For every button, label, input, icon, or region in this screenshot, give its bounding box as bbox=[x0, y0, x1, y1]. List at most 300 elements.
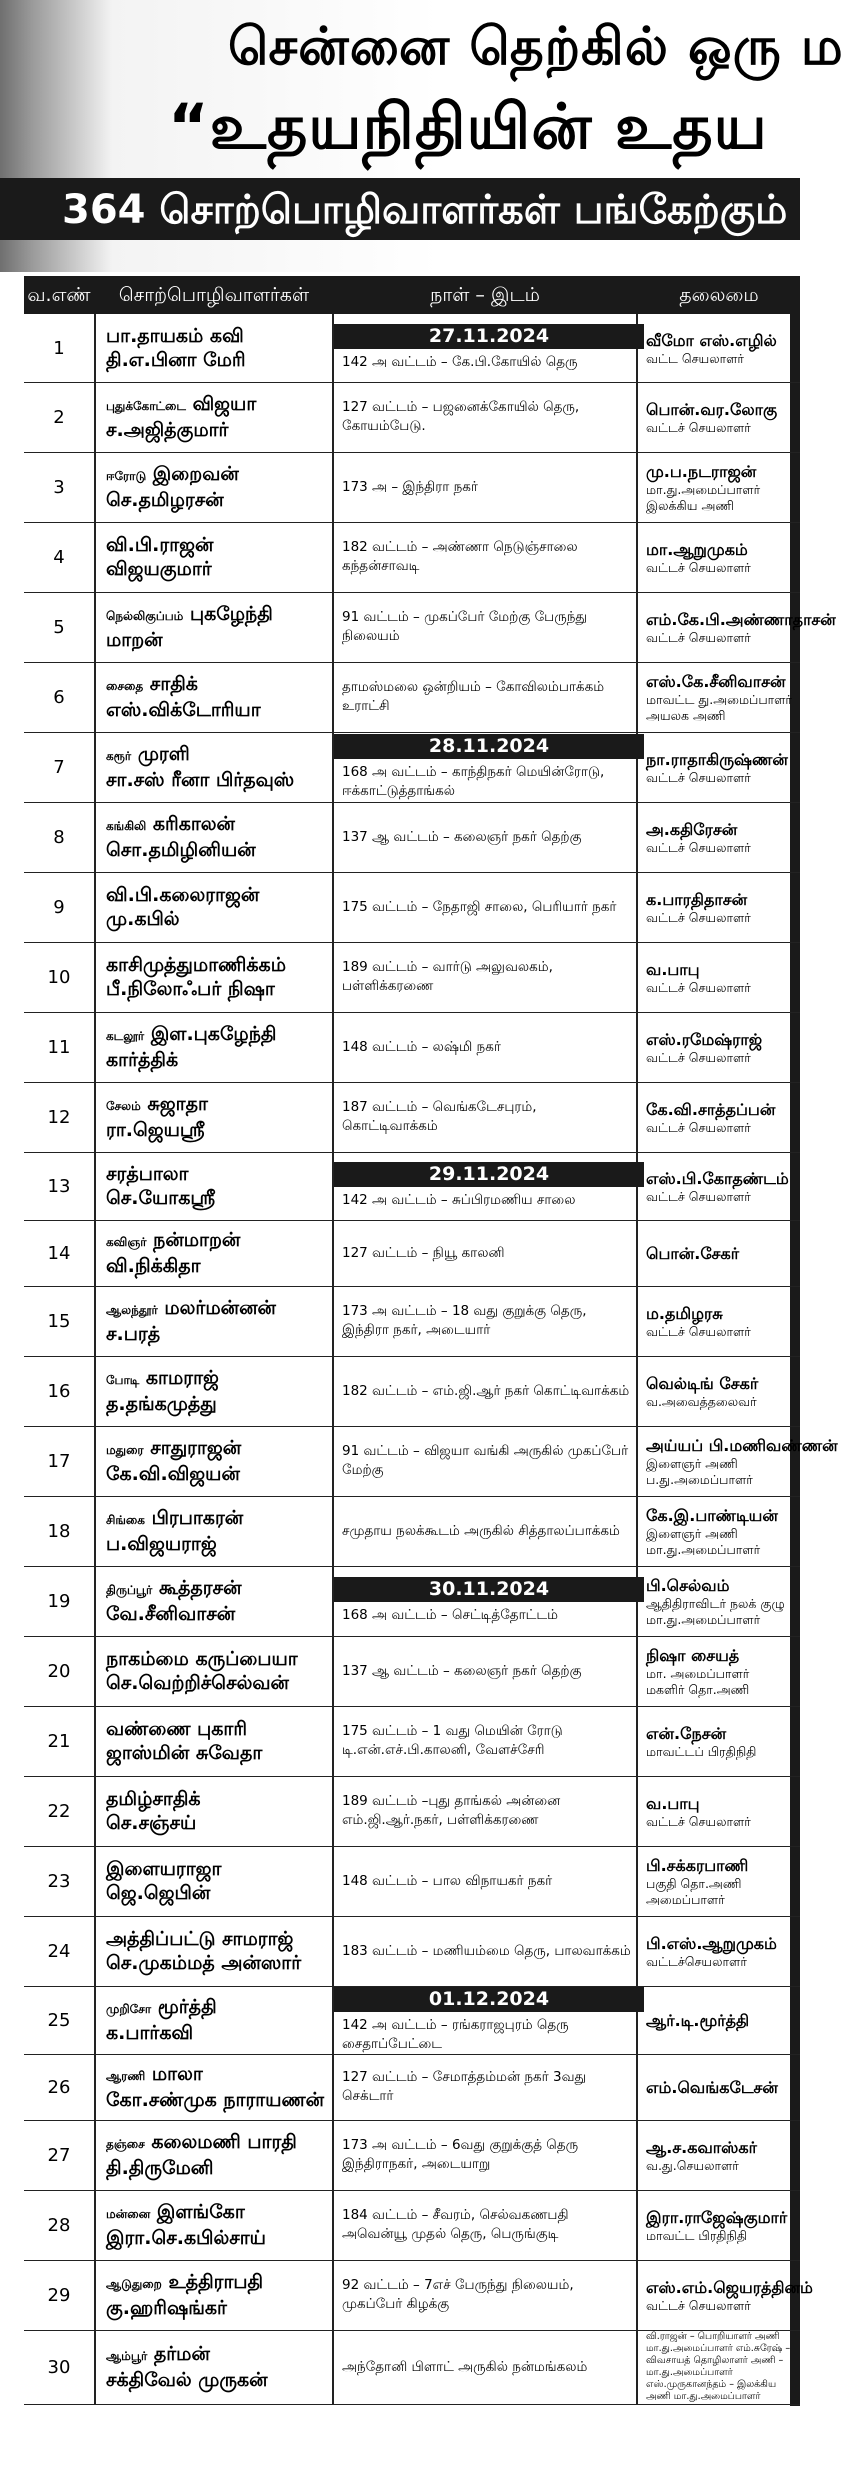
serial-number: 20 bbox=[47, 1660, 71, 1682]
presiding-cell bbox=[638, 2054, 800, 2120]
header-line-2: “உதயநிதியின் உதய bbox=[168, 90, 768, 163]
date-venue-cell bbox=[334, 1220, 636, 1286]
serial-number: 6 bbox=[53, 686, 65, 708]
date-venue-cell bbox=[334, 452, 636, 522]
date-venue-cell bbox=[334, 1152, 636, 1220]
speaker-line-2: வே.சீனிவாசன் bbox=[106, 1603, 236, 1625]
table-row bbox=[24, 1220, 800, 1287]
speaker-name: சரத்பாலா bbox=[106, 1163, 189, 1185]
presiding-name: எஸ்.பி.கோதண்டம் bbox=[646, 1168, 789, 1188]
date-venue-cell bbox=[334, 314, 636, 382]
presiding-cell bbox=[638, 1566, 800, 1636]
presiding-cell bbox=[638, 1986, 800, 2054]
speaker-name: பா.தாயகம் கவி bbox=[106, 325, 244, 347]
venue: 189 வட்டம் – வார்டு அலுவலகம், பள்ளிக்கரணை bbox=[342, 959, 553, 994]
presiding-name: எஸ்.எம்.ஜெயரத்தினம் bbox=[646, 2277, 813, 2297]
presiding-cell bbox=[638, 662, 800, 732]
speakers-cell bbox=[96, 1012, 332, 1082]
header-line-1: சென்னை தெற்கில் ஒரு ம bbox=[228, 17, 844, 77]
speakers-cell bbox=[96, 942, 332, 1012]
presiding-name: பொன்.வர.லோகு bbox=[646, 399, 778, 419]
table-row bbox=[24, 522, 800, 593]
presiding-name: வெல்டிங் சேகர் bbox=[646, 1373, 759, 1393]
presiding-cell bbox=[638, 1846, 800, 1916]
presiding-cell bbox=[638, 872, 800, 942]
table-row bbox=[24, 1916, 800, 1987]
presiding-cell bbox=[638, 382, 800, 452]
presiding-cell bbox=[638, 1220, 800, 1286]
speaker-name: சாதுராஜன் bbox=[150, 1437, 242, 1459]
serial-number: 14 bbox=[47, 1242, 71, 1264]
speaker-name: தமிழ்சாதிக் bbox=[106, 1788, 201, 1810]
speaker-line-1 bbox=[106, 533, 332, 557]
table-row bbox=[24, 452, 800, 523]
speaker-line-1 bbox=[106, 1162, 332, 1186]
speaker-prefix: ஆடுதுறை bbox=[106, 2277, 162, 2291]
speaker-line-2: சக்திவேல் முருகன் bbox=[106, 2369, 268, 2391]
speaker-name: இறைவன் bbox=[152, 463, 239, 485]
speaker-line-1 bbox=[106, 2270, 332, 2296]
speakers-cell bbox=[96, 2190, 332, 2260]
date-venue-cell bbox=[334, 1846, 636, 1916]
presiding-role: வட்டச் செயலாளர் bbox=[646, 1813, 751, 1829]
presiding-name: ஆர்.டி.மூர்த்தி bbox=[646, 2010, 750, 2030]
speaker-prefix: மன்னை bbox=[106, 2207, 151, 2221]
speaker-prefix: கவிஞர் bbox=[106, 1235, 147, 1249]
speakers-cell bbox=[96, 1082, 332, 1152]
presiding-cell bbox=[638, 452, 800, 522]
speaker-prefix: புதுக்கோட்டை bbox=[106, 399, 186, 413]
speaker-line-2: ச.பரத் bbox=[106, 1323, 161, 1345]
presiding-cell bbox=[638, 1286, 800, 1356]
table-row bbox=[24, 2054, 800, 2121]
presiding-cell bbox=[638, 1636, 800, 1706]
serial-number: 17 bbox=[47, 1450, 71, 1472]
presiding-name: நிஷா சையத் bbox=[646, 1645, 740, 1665]
table-row bbox=[24, 2330, 800, 2405]
speaker-line-1 bbox=[106, 1366, 332, 1392]
speaker-line-2: கோ.சண்முக நாராயணன் bbox=[106, 2089, 325, 2111]
speaker-name: வி.பி.கலைராஜன் bbox=[106, 884, 260, 906]
date-venue-cell bbox=[334, 802, 636, 872]
venue: 189 வட்டம் –புது தாங்கல் அன்னை எம்.ஜி.ஆர்.நகர், பள்ளிக்கரணை bbox=[342, 1793, 561, 1828]
presiding-extra: மா.து.அமைப்பாளர் bbox=[646, 1541, 761, 1557]
table-row bbox=[24, 1012, 800, 1083]
speaker-name: தர்மன் bbox=[153, 2343, 210, 2365]
presiding-role: மாவட்ட பிரதிநிதி bbox=[646, 2227, 748, 2243]
presiding-name: எம்.கே.பி.அண்ணாதாசன் bbox=[646, 609, 836, 629]
speaker-line-1 bbox=[106, 1717, 332, 1741]
presiding-name: க.பாரதிதாசன் bbox=[646, 889, 748, 909]
speaker-line-1 bbox=[106, 1436, 332, 1462]
date-venue-cell bbox=[334, 1356, 636, 1426]
serial-number: 19 bbox=[47, 1590, 71, 1612]
date-venue-cell bbox=[334, 1082, 636, 1152]
speaker-name: மூர்த்தி bbox=[157, 1996, 217, 2018]
speaker-prefix: சேலம் bbox=[106, 1099, 141, 1113]
serial-number: 5 bbox=[53, 616, 65, 638]
venue: 127 வட்டம் – சேமாத்தம்மன் நகர் 3வது செக்டார் bbox=[342, 2069, 587, 2104]
speaker-line-1 bbox=[106, 1228, 332, 1254]
speaker-line-1 bbox=[106, 2200, 332, 2226]
speaker-name: மலர்மன்னன் bbox=[164, 1297, 276, 1319]
speaker-line-2: செ.வெற்றிச்செல்வன் bbox=[106, 1672, 289, 1694]
speakers-cell bbox=[96, 872, 332, 942]
date-band: 28.11.2024 bbox=[334, 734, 644, 759]
serial-number: 3 bbox=[53, 476, 65, 498]
serial-number: 4 bbox=[53, 546, 65, 568]
speaker-name: சாதிக் bbox=[149, 673, 198, 695]
presiding-extra: ப.து.அமைப்பாளர் bbox=[646, 1471, 753, 1487]
presiding-role: மா.து.அமைப்பாளர் இலக்கிய அணி bbox=[646, 481, 761, 513]
table-row bbox=[24, 2120, 800, 2191]
presiding-name: மு.ப.நடராஜன் bbox=[646, 461, 757, 481]
speakers-cell bbox=[96, 522, 332, 592]
column-header-presiding: தலைமை bbox=[679, 284, 759, 306]
speaker-line-1 bbox=[106, 1296, 332, 1322]
speaker-line-1 bbox=[106, 953, 332, 977]
presiding-role: வ.து.செயலாளர் bbox=[646, 2157, 739, 2173]
date-venue-cell bbox=[334, 2120, 636, 2190]
date-band: 29.11.2024 bbox=[334, 1162, 644, 1187]
speaker-line-1 bbox=[106, 1927, 332, 1951]
date-venue-cell bbox=[334, 1916, 636, 1986]
speaker-prefix: தஞ்சை bbox=[106, 2137, 145, 2151]
table-row bbox=[24, 662, 800, 733]
speaker-prefix: திருப்பூர் bbox=[106, 1583, 153, 1597]
presiding-role: வட்டச் செயலாளர் bbox=[646, 419, 751, 435]
speaker-line-2: இரா.செ.கபில்சாய் bbox=[106, 2227, 266, 2249]
presiding-name: பொன்.சேகர் bbox=[646, 1243, 740, 1263]
speaker-prefix: கடலூர் bbox=[106, 1029, 145, 1043]
presiding-cell bbox=[638, 2330, 800, 2404]
venue: 142 அ வட்டம் – கே.பி.கோயில் தெரு bbox=[342, 354, 578, 370]
serial-number: 26 bbox=[47, 2076, 71, 2098]
venue: 184 வட்டம் – சீவரம், செல்வகணபதி அவென்யூ முதல் தெரு, பெருங்குடி bbox=[342, 2207, 569, 2242]
presiding-cell bbox=[638, 2190, 800, 2260]
venue: 127 வட்டம் – நியூ காலனி bbox=[342, 1244, 505, 1261]
table-row bbox=[24, 872, 800, 943]
speaker-line-1 bbox=[106, 812, 332, 838]
serial-number: 2 bbox=[53, 406, 65, 428]
speaker-name: பிரபாகரன் bbox=[151, 1507, 244, 1529]
speaker-line-1 bbox=[106, 1092, 332, 1118]
table-row bbox=[24, 382, 800, 453]
serial-number: 28 bbox=[47, 2214, 71, 2236]
presiding-role: வட்டச் செயலாளர் bbox=[646, 559, 751, 575]
speaker-line-2: பீ.நிலோஃபர் நிஷா bbox=[106, 978, 275, 1000]
speakers-cell bbox=[96, 1426, 332, 1496]
speakers-cell bbox=[96, 1916, 332, 1986]
speaker-name: புகழேந்தி bbox=[189, 603, 273, 625]
speakers-cell bbox=[96, 2054, 332, 2120]
presiding-cell bbox=[638, 1426, 838, 1496]
speaker-line-2: க.பார்கவி bbox=[106, 2022, 194, 2044]
speaker-line-1 bbox=[106, 1787, 332, 1811]
speaker-prefix: கங்கிலி bbox=[106, 819, 147, 833]
venue: 175 வட்டம் – நேதாஜி சாலை, பெரியார் நகர் bbox=[342, 898, 617, 915]
speakers-cell bbox=[96, 382, 332, 452]
serial-number: 30 bbox=[47, 2356, 71, 2378]
venue: 182 வட்டம் – அண்ணா நெடுஞ்சாலை கந்தன்சாவடி bbox=[342, 539, 578, 574]
table-row bbox=[24, 1986, 800, 2055]
date-venue-cell bbox=[334, 2260, 636, 2330]
date-venue-cell bbox=[334, 592, 636, 662]
speaker-line-1 bbox=[106, 324, 332, 348]
date-venue-cell bbox=[334, 2330, 636, 2404]
speaker-line-2: செ.தமிழரசன் bbox=[106, 489, 224, 511]
presiding-role: வட்டச் செயலாளர் bbox=[646, 769, 751, 785]
serial-number: 21 bbox=[47, 1730, 71, 1752]
speakers-cell bbox=[96, 592, 332, 662]
venue: 187 வட்டம் – வெங்கடேசபுரம், கொட்டிவாக்கம் bbox=[342, 1099, 537, 1134]
speaker-prefix: மதுரை bbox=[106, 1443, 144, 1457]
speakers-cell bbox=[96, 2120, 332, 2190]
serial-number: 13 bbox=[47, 1175, 71, 1197]
table-row bbox=[24, 1496, 800, 1567]
date-venue-cell bbox=[334, 1286, 636, 1356]
serial-number: 22 bbox=[47, 1800, 71, 1822]
presiding-cell bbox=[638, 942, 800, 1012]
presiding-name: கே.வி.சாத்தப்பன் bbox=[646, 1099, 776, 1119]
date-band: 30.11.2024 bbox=[334, 1577, 644, 1602]
presiding-cell bbox=[638, 1012, 800, 1082]
speakers-cell bbox=[96, 2260, 332, 2330]
presiding-name: எஸ்.கே.சீனிவாசன் bbox=[646, 671, 786, 691]
table-row bbox=[24, 802, 800, 873]
speaker-line-2: வி.நிக்கிதா bbox=[106, 1255, 201, 1277]
serial-number: 12 bbox=[47, 1106, 71, 1128]
speaker-name: இள.புகழேந்தி bbox=[150, 1023, 277, 1045]
speaker-name: கரிகாலன் bbox=[152, 813, 235, 835]
serial-number: 15 bbox=[47, 1310, 71, 1332]
presiding-cell bbox=[638, 1152, 800, 1220]
speaker-line-1 bbox=[106, 2130, 332, 2156]
presiding-cell bbox=[638, 2260, 813, 2330]
date-venue-cell bbox=[334, 2190, 636, 2260]
speaker-name: சுஜாதா bbox=[147, 1093, 208, 1115]
serial-number: 23 bbox=[47, 1870, 71, 1892]
speaker-name: அத்திப்பட்டு சாமராஜ் bbox=[106, 1928, 294, 1950]
date-venue-cell bbox=[334, 1706, 636, 1776]
table-row bbox=[24, 1286, 800, 1357]
speakers-cell bbox=[96, 1286, 332, 1356]
date-venue-cell bbox=[334, 522, 636, 592]
venue: 91 வட்டம் – விஜயா வங்கி அருகில் முகப்பேர் மேற்கு bbox=[342, 1443, 629, 1478]
presiding-role: வட்டச் செயலாளர் bbox=[646, 629, 751, 645]
venue: 91 வட்டம் – முகப்பேர் மேற்கு பேருந்து நிலையம் bbox=[342, 609, 588, 644]
speakers-cell bbox=[96, 662, 332, 732]
serial-number: 10 bbox=[47, 966, 71, 988]
speaker-line-1 bbox=[106, 462, 332, 488]
table-row bbox=[24, 1152, 800, 1221]
speaker-prefix: ஆரணி bbox=[106, 2069, 146, 2083]
presiding-name: நா.ராதாகிருஷ்ணன் bbox=[646, 749, 788, 769]
presiding-name: அய்யப் பி.மணிவண்ணன் bbox=[646, 1435, 838, 1455]
speakers-cell bbox=[96, 1496, 332, 1566]
speaker-line-1 bbox=[106, 1022, 332, 1048]
speaker-line-1 bbox=[106, 672, 332, 698]
speakers-cell bbox=[96, 1846, 332, 1916]
date-venue-cell bbox=[334, 1426, 636, 1496]
date-venue-cell bbox=[334, 1566, 636, 1636]
date-venue-cell bbox=[334, 1636, 636, 1706]
presiding-cell bbox=[638, 592, 836, 662]
table-row bbox=[24, 732, 800, 803]
presiding-cell bbox=[638, 1916, 800, 1986]
presiding-role: வட்டச் செயலாளர் bbox=[646, 1323, 751, 1339]
speaker-name: நாகம்மை கருப்பையா bbox=[106, 1648, 298, 1670]
venue: 142 அ வட்டம் – ரங்கராஜபுரம் தெரு சைதாப்பேட்டை bbox=[342, 2016, 569, 2052]
serial-number: 11 bbox=[47, 1036, 71, 1058]
table-row bbox=[24, 1356, 800, 1427]
venue: 168 அ வட்டம் – செட்டித்தோட்டம் bbox=[342, 1607, 559, 1623]
speaker-line-2: சா.சஸ் ரீனா பிர்தவுஸ் bbox=[106, 769, 295, 791]
date-venue-cell bbox=[334, 1986, 636, 2054]
venue: தாமஸ்மலை ஒன்றியம் – கோவிலம்பாக்கம் உராட்சி bbox=[342, 679, 605, 714]
speaker-name: கலைமணி பாரதி bbox=[151, 2131, 297, 2153]
presiding-extra: மா.து.அமைப்பாளர் bbox=[646, 1611, 761, 1627]
speaker-line-2: ப.விஜயராஜ் bbox=[106, 1533, 217, 1555]
speaker-name: இளங்கோ bbox=[156, 2201, 245, 2223]
presiding-role: மாவட்டப் பிரதிநிதி bbox=[646, 1743, 757, 1759]
table-row bbox=[24, 1636, 800, 1707]
speakers-cell bbox=[96, 1776, 332, 1846]
venue: சமுதாய நலக்கூடம் அருகில் சித்தாலப்பாக்கம் bbox=[342, 1522, 620, 1539]
presiding-cell bbox=[638, 1356, 800, 1426]
date-venue-cell bbox=[334, 942, 636, 1012]
speaker-name: நன்மாறன் bbox=[153, 1229, 241, 1251]
speaker-name: காமராஜ் bbox=[145, 1367, 219, 1389]
speaker-prefix: ஆம்பூர் bbox=[106, 2349, 148, 2363]
presiding-cell bbox=[638, 522, 800, 592]
venue: 173 அ – இந்திரா நகர் bbox=[342, 478, 478, 495]
presiding-name: வீமோ எஸ்.எழில் bbox=[646, 330, 777, 350]
date-band: 01.12.2024 bbox=[334, 1987, 644, 2012]
speaker-line-2: ச.அஜித்குமார் bbox=[106, 419, 229, 441]
speaker-name: காசிமுத்துமாணிக்கம் bbox=[106, 954, 286, 976]
presiding-name: பி.எஸ்.ஆறுமுகம் bbox=[646, 1933, 777, 1953]
date-venue-cell bbox=[334, 662, 636, 732]
speaker-line-2: மு.கபில் bbox=[106, 908, 180, 930]
presiding-name: என்.நேசன் bbox=[646, 1723, 727, 1743]
speaker-line-2: தி.எ.பினா மேரி bbox=[106, 349, 246, 371]
speaker-prefix: சைதை bbox=[106, 679, 144, 693]
presiding-role: இளைஞர் அணி bbox=[646, 1455, 738, 1471]
table-row bbox=[24, 1082, 800, 1153]
presiding-role: பகுதி தொ.அணி அமைப்பாளர் bbox=[646, 1875, 742, 1907]
presiding-name: எம்.வெங்கடேசன் bbox=[646, 2077, 778, 2097]
speaker-prefix: சிங்கை bbox=[106, 1513, 145, 1527]
date-venue-cell bbox=[334, 382, 636, 452]
speaker-line-1 bbox=[106, 1506, 332, 1532]
speaker-line-1 bbox=[106, 1647, 332, 1671]
presiding-role: வட்டச்செயலாளர் bbox=[646, 1953, 747, 1969]
serial-number: 16 bbox=[47, 1380, 71, 1402]
venue: 148 வட்டம் – லஷ்மி நகர் bbox=[342, 1038, 501, 1055]
speakers-cell bbox=[96, 1566, 332, 1636]
table-row bbox=[24, 942, 800, 1013]
speaker-name: உத்திராபதி bbox=[168, 2271, 264, 2293]
serial-number: 8 bbox=[53, 826, 65, 848]
speaker-line-2: சொ.தமிழினியன் bbox=[106, 839, 256, 861]
presiding-role: வட்டச் செயலாளர் bbox=[646, 979, 751, 995]
date-venue-cell bbox=[334, 1012, 636, 1082]
presiding-cell bbox=[638, 2120, 800, 2190]
speakers-cell bbox=[96, 1986, 332, 2054]
presiding-cell bbox=[638, 732, 800, 802]
speakers-cell bbox=[96, 802, 332, 872]
table-row bbox=[24, 314, 800, 383]
serial-number: 7 bbox=[53, 756, 65, 778]
speaker-name: விஜயா bbox=[192, 393, 257, 415]
presiding-role: வட்டச் செயலாளர் bbox=[646, 2297, 751, 2313]
speaker-prefix: முறிசோ bbox=[106, 2002, 152, 2016]
speakers-cell bbox=[96, 1220, 332, 1286]
venue: 183 வட்டம் – மணியம்மை தெரு, பாலவாக்கம் bbox=[342, 1942, 631, 1959]
presiding-name: மா.ஆறுமுகம் bbox=[646, 539, 748, 559]
table-row bbox=[24, 592, 836, 663]
speaker-line-2: விஜயகுமார் bbox=[106, 558, 212, 580]
serial-number: 18 bbox=[47, 1520, 71, 1542]
speaker-line-2: தி.திருமேனி bbox=[106, 2157, 214, 2179]
table-row bbox=[24, 2190, 800, 2261]
speaker-name: கூத்தரசன் bbox=[158, 1577, 242, 1599]
serial-number: 24 bbox=[47, 1940, 71, 1962]
presiding-role: இளைஞர் அணி bbox=[646, 1525, 738, 1541]
speakers-cell bbox=[96, 452, 332, 522]
speakers-cell bbox=[96, 2330, 332, 2404]
date-venue-cell bbox=[334, 732, 636, 802]
presiding-role: மாவட்ட து.அமைப்பாளர் அயலக அணி bbox=[646, 691, 792, 723]
speaker-name: மாலா bbox=[151, 2063, 203, 2085]
speaker-prefix: ஆலந்தூர் bbox=[106, 1303, 158, 1317]
table-header bbox=[24, 276, 800, 314]
venue: 148 வட்டம் – பால விநாயகர் நகர் bbox=[342, 1872, 553, 1889]
venue: 92 வட்டம் – 7எச் பேருந்து நிலையம், முகப்பேர் கிழக்கு bbox=[342, 2277, 574, 2312]
speakers-cell bbox=[96, 732, 332, 802]
speakers-cell bbox=[96, 1356, 332, 1426]
speakers-cell bbox=[96, 1706, 332, 1776]
date-venue-cell bbox=[334, 872, 636, 942]
presiding-role: ஆதிதிராவிடர் நலக் குழு bbox=[646, 1595, 785, 1611]
speaker-name: முரளி bbox=[137, 743, 190, 765]
presiding-name: ஆ.ச.கவாஸ்கர் bbox=[646, 2137, 757, 2157]
column-header-speakers: சொற்பொழிவாளர்கள் bbox=[118, 284, 310, 306]
speaker-line-2: செ.யோகஸ்ரீ bbox=[106, 1187, 216, 1209]
serial-number: 25 bbox=[47, 2009, 71, 2031]
venue: 168 அ வட்டம் – காந்திநகர் மெயின்ரோடு, ஈக்காட்டுத்தாங்கல் bbox=[342, 763, 605, 799]
presiding-cell bbox=[638, 1706, 800, 1776]
presiding-name: வ.பாபு bbox=[646, 1793, 700, 1813]
date-band: 27.11.2024 bbox=[334, 324, 644, 349]
speaker-name: வி.பி.ராஜன் bbox=[106, 534, 214, 556]
presiding-name: எஸ்.ரமேஷ்ராஜ் bbox=[646, 1029, 763, 1049]
venue: 173 அ வட்டம் – 18 வது குறுக்கு தெரு, இந்திரா நகர், அடையார் bbox=[342, 1303, 587, 1338]
speaker-line-2: கார்த்திக் bbox=[106, 1049, 179, 1071]
presiding-role: வ.அவைத்தலைவர் bbox=[646, 1393, 757, 1409]
speaker-line-2: கு.ஹரிஷங்கர் bbox=[106, 2297, 227, 2319]
presiding-cell bbox=[638, 1776, 800, 1846]
speakers-cell bbox=[96, 314, 332, 382]
speaker-line-1 bbox=[106, 392, 332, 418]
table-row bbox=[24, 1846, 800, 1917]
presiding-role: வட்டச் செயலாளர் bbox=[646, 909, 751, 925]
speaker-prefix: நெல்லிகுப்பம் bbox=[106, 609, 184, 623]
speaker-line-1 bbox=[106, 2342, 332, 2368]
presiding-cell bbox=[638, 314, 800, 382]
column-header-serial: வ.எண் bbox=[27, 284, 91, 306]
